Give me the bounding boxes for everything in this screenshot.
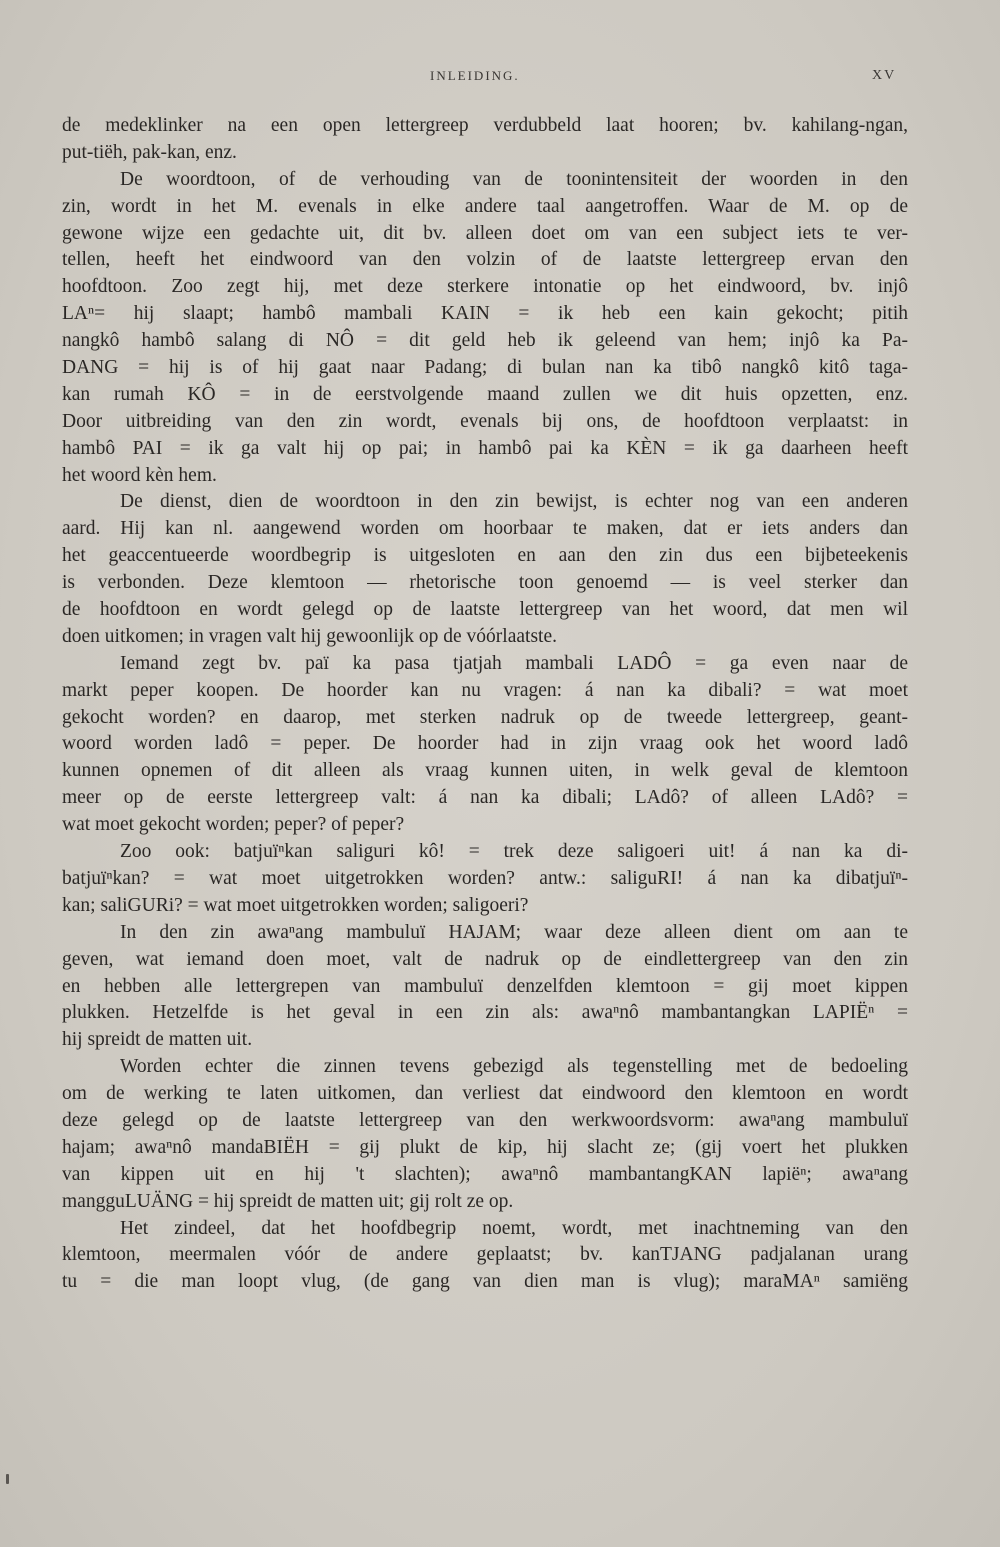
text-line: Door uitbreiding van den zin wordt, evenals bij ons, de hoofdtoon verplaatst: in: [62, 410, 908, 432]
text-line: gekocht worden? en daarop, met sterken nadruk op de tweede lettergreep, geant-: [62, 706, 908, 728]
text-line: aard. Hij kan nl. aangewend worden om hoorbaar te maken, dat er iets anders dan: [62, 518, 908, 540]
text-line: mangguLUÄNG = hij spreidt de matten uit; gij rolt ze op.: [62, 1190, 514, 1212]
text-line: nangkô hambô salang di NÔ = dit geld heb ik geleend van hem; injô ka Pa-: [62, 330, 908, 352]
text-line: gewone wijze een gedachte uit, dit bv. alleen doet om van een subject iets te ver-: [62, 222, 908, 244]
text-line: hij spreidt de matten uit.: [62, 1029, 253, 1051]
text-line: markt peper koopen. De hoorder kan nu vragen: á nan ka dibali? = wat moet: [62, 679, 908, 701]
text-line: wat moet gekocht worden; peper? of peper?: [62, 814, 405, 836]
text-line: Zoo ook: batjuïⁿkan saliguri kô! = trek deze saligoeri uit! á nan ka di-: [120, 841, 908, 863]
text-line: put-tiëh, pak-kan, enz.: [62, 141, 237, 163]
text-line: de hoofdtoon en wordt gelegd op de laatste lettergreep van het woord, dat men wil: [62, 599, 908, 621]
text-line: Het zindeel, dat het hoofdbegrip noemt, wordt, met inachtneming van den: [120, 1217, 908, 1239]
running-head-title: INLEIDING.: [430, 68, 520, 83]
scan-mark: [6, 1474, 9, 1484]
text-line: kan rumah KÔ = in de eerstvolgende maand zullen we dit huis opzetten, enz.: [62, 383, 908, 405]
running-head: [0, 68, 1000, 88]
text-line: batjuïⁿkan? = wat moet uitgetrokken worden? antw.: saliguRI! á nan ka dibatjuïⁿ-: [62, 867, 908, 889]
text-line: De woordtoon, of de verhouding van de toonintensiteit der woorden in den: [120, 168, 908, 190]
text-line: deze gelegd op de laatste lettergreep van den werkwoordsvorm: awaⁿang mambuluï: [62, 1109, 908, 1131]
text-line: de medeklinker na een open lettergreep verdubbeld laat hooren; bv. kahilang-ngan,: [62, 115, 908, 136]
text-line: geven, wat iemand doen moet, valt de nadruk op de eindlettergreep van den zin: [62, 948, 908, 970]
text-line: plukken. Hetzelfde is het geval in een zin als: awaⁿnô mambantangkan LAPIËⁿ =: [62, 1002, 908, 1024]
text-line: om de werking te laten uitkomen, dan verliest dat eindwoord den klemtoon en wordt: [62, 1083, 908, 1105]
body-text: [62, 113, 908, 1296]
text-line: tu = die man loopt vlug, (de gang van dien man is vlug); maraMAⁿ samiëng: [62, 1271, 908, 1293]
text-line: tellen, heeft het eindwoord van den volzin of de laatste lettergreep ervan den: [62, 249, 908, 271]
text-line: In den zin awaⁿang mambuluï HAJAM; waar deze alleen dient om aan te: [120, 921, 908, 943]
text-line: hajam; awaⁿnô mandaBIËH = gij plukt de kip, hij slacht ze; (gij voert het plukken: [62, 1136, 908, 1158]
text-line: zin, wordt in het M. evenals in elke andere taal aangetroffen. Waar de M. op de: [62, 195, 908, 217]
text-line: het woord kèn hem.: [62, 464, 217, 486]
text-line: is verbonden. Deze klemtoon — rhetorische toon genoemd — is veel sterker dan: [62, 572, 908, 594]
text-line: kan; saliGURi? = wat moet uitgetrokken worden; saligoeri?: [62, 894, 529, 916]
text-line: Iemand zegt bv. paï ka pasa tjatjah mambali LADÔ = ga even naar de: [120, 652, 908, 674]
text-line: het geaccentueerde woordbegrip is uitgesloten en aan den zin dus een bijbeteekenis: [62, 545, 908, 567]
text-line: kunnen opnemen of dit alleen als vraag kunnen uiten, in welk geval de klemtoon: [62, 760, 908, 782]
text-line: klemtoon, meermalen vóór de andere geplaatst; bv. kanTJANG padjalanan urang: [62, 1244, 908, 1266]
text-line: Worden echter die zinnen tevens gebezigd als tegenstelling met de bedoeling: [120, 1056, 908, 1078]
text-line: van kippen uit en hij 't slachten); awaⁿnô mambantangKAN lapiëⁿ; awaⁿang: [62, 1163, 908, 1185]
text-line: De dienst, dien de woordtoon in den zin bewijst, is echter nog van een anderen: [120, 491, 908, 513]
text-line: woord worden ladô = peper. De hoorder had in zijn vraag ook het woord ladô: [62, 733, 908, 755]
text-line: LAⁿ= hij slaapt; hambô mambali KAIN = ik heb een kain gekocht; pitih: [62, 303, 908, 325]
page-number: XV: [872, 68, 897, 83]
text-line: meer op de eerste lettergreep valt: á nan ka dibali; LAdô? of alleen LAdô? =: [62, 787, 908, 809]
text-line: en hebben alle lettergrepen van mambuluï denzelfden klemtoon = gij moet kippen: [62, 975, 908, 997]
text-line: hoofdtoon. Zoo zegt hij, met deze sterkere intonatie op het eindwoord, bv. injô: [62, 276, 908, 298]
text-line: DANG = hij is of hij gaat naar Padang; di bulan nan ka tibô nangkô kitô taga-: [62, 357, 908, 379]
text-line: doen uitkomen; in vragen valt hij gewoonlijk op de vóórlaatste.: [62, 625, 557, 647]
text-line: hambô PAI = ik ga valt hij op pai; in hambô pai ka KÈN = ik ga daarheen heeft: [62, 437, 908, 459]
